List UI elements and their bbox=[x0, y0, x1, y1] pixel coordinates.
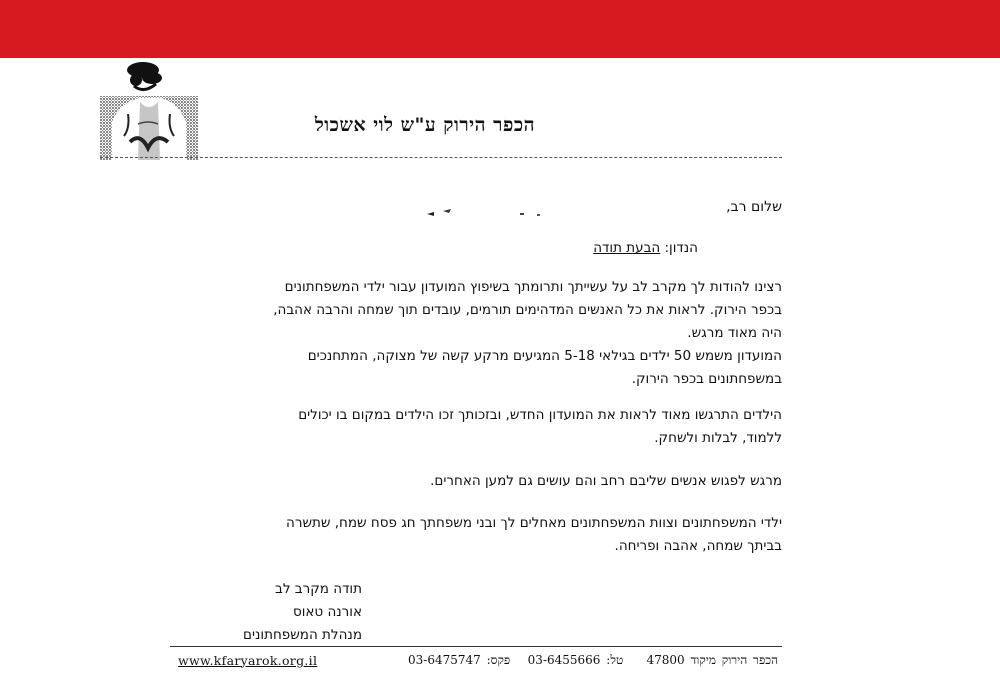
paragraph-line: ילדי המשפחתונים וצוות המשפחתונים מאחלים לך ובני משפחתך חג פסח שמח, שתשרה bbox=[286, 515, 782, 531]
footer-address: הכפר הירוק מיקוד 47800 bbox=[646, 652, 778, 667]
subject-line bbox=[398, 237, 698, 260]
footer-phone: 03-6455666 bbox=[527, 652, 601, 667]
paragraph-line: המועדון משמש 50 ילדים בגילאי 5-18 המגיעים מרקע קשה של מצוקה, המתחנכים bbox=[307, 348, 782, 364]
greeting: שלום רב, bbox=[726, 199, 782, 215]
paragraph-line: מרגש לפגוש אנשים שליבם רחב והם עושים גם למען האחרים. bbox=[430, 473, 782, 489]
footer-fax-label: פקס: bbox=[486, 652, 511, 667]
footer-divider bbox=[170, 646, 782, 647]
paragraph-line: רצינו להודות לך מקרב לב על עשייתך ותרומתך בשיפוץ המועדון עבור ילדי המשפחתונים bbox=[284, 279, 782, 295]
paragraph-wishes bbox=[162, 512, 782, 558]
signature-closing: תודה מקרב לב bbox=[275, 581, 362, 597]
signature-name: אורנה טאוס bbox=[292, 604, 362, 620]
stylized-figure-logo-icon bbox=[100, 62, 198, 160]
paragraph-line: בביתך שמחה, אהבה ופריחה. bbox=[614, 538, 782, 554]
footer-contact bbox=[408, 653, 778, 668]
paragraph-line: בכפר הירוק. לראות את כל האנשים המדהימים תורמים, עובדים תוך שמחה והרבה אהבה, bbox=[273, 302, 782, 318]
paragraph-line: במשפחתונים בכפר הירוק. bbox=[631, 371, 782, 387]
footer-phone-label: טל: bbox=[606, 652, 624, 667]
subject-prefix: הנדון: bbox=[664, 240, 698, 256]
footer-fax: 03-6475747 bbox=[408, 652, 481, 667]
signature-role: מנהלת המשפחתונים bbox=[243, 627, 362, 643]
paragraph-people bbox=[162, 470, 782, 493]
scan-specks bbox=[425, 205, 555, 219]
footer bbox=[178, 650, 778, 670]
paragraph-line: היה מאוד מרגש. bbox=[687, 325, 782, 341]
top-brand-band bbox=[0, 0, 1000, 58]
signature-block bbox=[162, 578, 362, 647]
header-divider bbox=[100, 157, 782, 158]
footer-website-link[interactable]: www.kfaryarok.org.il bbox=[178, 652, 318, 668]
paragraph-line: הילדים התרגשו מאוד לראות את המועדון החדש, ובזכותך זכו הילדים במקום בו יכולים bbox=[298, 407, 782, 423]
paragraph-children bbox=[162, 404, 782, 450]
subject-text: הבעת תודה bbox=[593, 240, 661, 256]
letterhead-title: הכפר הירוק ע"ש לוי אשכול bbox=[314, 114, 536, 136]
paragraph-thanks bbox=[162, 276, 782, 391]
paragraph-line: ללמוד, לבלות ולשחק. bbox=[654, 430, 782, 446]
